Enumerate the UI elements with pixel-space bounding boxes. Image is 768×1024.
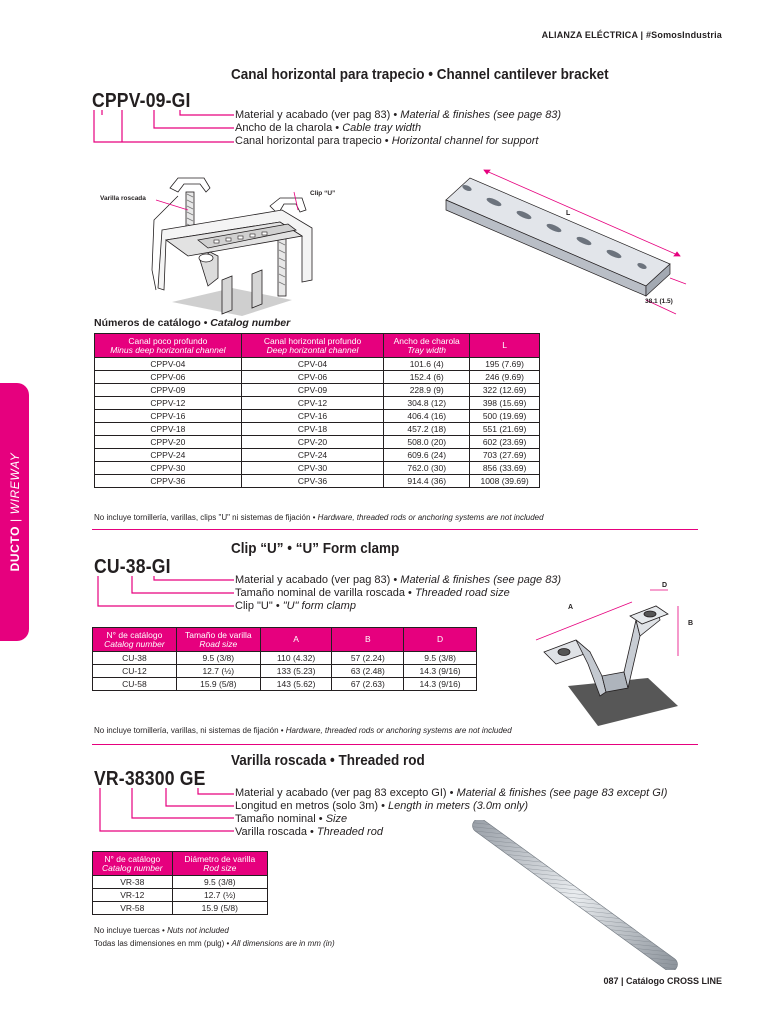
column-header: Ancho de charola Tray width [384, 334, 470, 358]
table-row [95, 475, 540, 488]
table-cell: 9.5 (3/8) [404, 652, 477, 665]
table-cell: 246 (9.69) [470, 371, 540, 384]
table-cell: 57 (2.24) [332, 652, 404, 665]
table-cell: CPV-16 [241, 410, 384, 423]
table-cell: CPPV-30 [95, 462, 242, 475]
table-cell: 457.2 (18) [384, 423, 470, 436]
desc-line: Material y acabado (ver pag 83) • Material & finishes (see page 83) [235, 109, 562, 121]
table-cell: CPPV-16 [95, 410, 242, 423]
table-cell: VR-12 [93, 889, 173, 902]
table-cell: CPV-18 [241, 423, 384, 436]
table-cell: CPV-20 [241, 436, 384, 449]
note-nuts: No incluye tuercas • Nuts not included [94, 926, 229, 935]
table-cell: CPPV-12 [95, 397, 242, 410]
desc-line: Varilla roscada • Threaded rod [235, 826, 383, 838]
side-tab-label: DUCTO | WIREWAY [7, 452, 22, 572]
table-cell: 762.0 (30) [384, 462, 470, 475]
table-cell: 508.0 (20) [384, 436, 470, 449]
table-cell: 398 (15.69) [470, 397, 540, 410]
table-cell: CU-58 [93, 678, 177, 691]
table-cell: VR-58 [93, 902, 173, 915]
catalog-table-threaded-rod [92, 851, 268, 915]
catalog-table-channel [94, 333, 540, 488]
code-breakdown-lines [94, 574, 244, 614]
table-cell: CPPV-20 [95, 436, 242, 449]
table-row [95, 462, 540, 475]
table-cell: 856 (33.69) [470, 462, 540, 475]
code-breakdown-lines [94, 786, 244, 840]
footnote-channel: No incluye tornillería, varillas, clips "U" ni sistemas de fijación • Hardware, threaded rods or anchoring systems are not included [94, 513, 544, 522]
footer-page-label: 087 | Catálogo CROSS LINE [603, 976, 722, 986]
u-clamp-illustration [528, 576, 698, 736]
table-cell: 609.6 (24) [384, 449, 470, 462]
table-cell: 63 (2.48) [332, 665, 404, 678]
table-cell: 14.3 (9/16) [404, 678, 477, 691]
table-row [95, 423, 540, 436]
desc-line: Ancho de la charola • Cable tray width [235, 122, 422, 134]
table-cell: CPPV-06 [95, 371, 242, 384]
table-cell: 12.7 (½) [172, 889, 267, 902]
table-row [93, 876, 268, 889]
table-row [95, 384, 540, 397]
table-row [93, 665, 477, 678]
table-cell: 602 (23.69) [470, 436, 540, 449]
column-header: Canal poco profundo Minus deep horizontal channel [95, 334, 242, 358]
table-cell: 195 (7.69) [470, 358, 540, 371]
table-cell: CPPV-09 [95, 384, 242, 397]
table-row [95, 397, 540, 410]
table-cell: CPPV-18 [95, 423, 242, 436]
table-cell: CPPV-04 [95, 358, 242, 371]
desc-line: Canal horizontal para trapecio • Horizontal channel for support [235, 135, 539, 147]
section-title-threaded-rod: Varilla roscada • Threaded rod [231, 752, 425, 769]
table-cell: 304.8 (12) [384, 397, 470, 410]
figure-label-length: L [566, 210, 571, 217]
column-header: Diámetro de varilla Rod size [172, 852, 267, 876]
assembly-illustration [92, 170, 318, 320]
table-cell: 15.9 (5/8) [172, 902, 267, 915]
column-header: L [470, 334, 540, 358]
table-cell: CPV-04 [241, 358, 384, 371]
table-cell: 67 (2.63) [332, 678, 404, 691]
code-breakdown-lines [92, 108, 242, 148]
table-cell: 500 (19.69) [470, 410, 540, 423]
table-cell: 15.9 (5/8) [176, 678, 260, 691]
table-cell: 152.4 (6) [384, 371, 470, 384]
table-cell: 322 (12.69) [470, 384, 540, 397]
table-cell: 101.6 (4) [384, 358, 470, 371]
table-row [93, 889, 268, 902]
desc-line: Tamaño nominal de varilla roscada • Threaded road size [235, 587, 510, 599]
column-header: D [404, 628, 477, 652]
table-cell: 110 (4.32) [260, 652, 332, 665]
table-cell: 228.9 (9) [384, 384, 470, 397]
table-cell: 1008 (39.69) [470, 475, 540, 488]
channel-illustration [430, 160, 700, 320]
product-code-cppv: CPPV-09-GI [92, 90, 191, 112]
table-cell: 914.4 (36) [384, 475, 470, 488]
table-row [95, 410, 540, 423]
table-cell: CPV-06 [241, 371, 384, 384]
column-header: A [260, 628, 332, 652]
table-cell: 9.5 (3/8) [172, 876, 267, 889]
table-row [95, 436, 540, 449]
threaded-rod-illustration [470, 820, 680, 970]
table-cell: 551 (21.69) [470, 423, 540, 436]
column-header: N° de catálogo Catalog number [93, 852, 173, 876]
header-brand: ALIANZA ELÉCTRICA | #SomosIndustria [541, 30, 722, 40]
section-divider [92, 529, 698, 530]
table-row [95, 371, 540, 384]
table-cell: 133 (5.23) [260, 665, 332, 678]
figure-label-threaded-rod: Varilla roscada [100, 195, 146, 202]
table-cell: CPV-24 [241, 449, 384, 462]
catalog-number-heading: Números de catálogo • Catalog number [94, 317, 291, 329]
table-cell: VR-38 [93, 876, 173, 889]
product-code-vr: VR-38300 GE [94, 768, 206, 790]
desc-line: Clip "U" • "U" form clamp [235, 600, 356, 612]
figure-label-d: D [662, 582, 668, 589]
desc-line: Material y acabado (ver pag 83 excepto GI) • Material & finishes (see page 83 except GI) [235, 787, 668, 799]
table-cell: 12.7 (½) [176, 665, 260, 678]
table-cell: CPV-12 [241, 397, 384, 410]
column-header: N° de catálogo Catalog number [93, 628, 177, 652]
column-header: B [332, 628, 404, 652]
section-title-u-clamp: Clip “U” • “U” Form clamp [231, 540, 400, 557]
desc-line: Tamaño nominal • Size [235, 813, 348, 825]
product-code-cu: CU-38-GI [94, 556, 171, 578]
table-row [93, 678, 477, 691]
section-title-channel: Canal horizontal para trapecio • Channel cantilever bracket [231, 66, 609, 83]
side-tab [0, 383, 29, 641]
table-cell: 9.5 (3/8) [176, 652, 260, 665]
column-header: Canal horizontal profundo Deep horizontal channel [241, 334, 384, 358]
figure-label-channel-height: 38.1 (1.5) [645, 298, 673, 305]
table-cell: CPPV-24 [95, 449, 242, 462]
table-cell: CPV-09 [241, 384, 384, 397]
table-row [95, 358, 540, 371]
table-cell: CPV-30 [241, 462, 384, 475]
figure-label-a: A [568, 604, 574, 611]
table-row [95, 449, 540, 462]
table-row [93, 652, 477, 665]
catalog-table-u-clamp [92, 627, 477, 691]
table-cell: 143 (5.62) [260, 678, 332, 691]
desc-line: Longitud en metros (solo 3m) • Length in meters (3.0m only) [235, 800, 529, 812]
table-cell: CPV-36 [241, 475, 384, 488]
table-cell: 406.4 (16) [384, 410, 470, 423]
section-divider [92, 744, 698, 745]
column-header: Tamaño de varilla Road size [176, 628, 260, 652]
note-dimensions: Todas las dimensiones en mm (pulg) • All dimensions are in mm (in) [94, 939, 335, 948]
table-row [93, 902, 268, 915]
table-cell: CU-38 [93, 652, 177, 665]
desc-line: Material y acabado (ver pag 83) • Material & finishes (see page 83) [235, 574, 562, 586]
table-cell: CPPV-36 [95, 475, 242, 488]
figure-label-u-clip: Clip “U” [310, 190, 336, 197]
table-cell: CU-12 [93, 665, 177, 678]
table-cell: 14.3 (9/16) [404, 665, 477, 678]
figure-label-b: B [688, 620, 694, 627]
table-cell: 703 (27.69) [470, 449, 540, 462]
footnote-u-clamp: No incluye tornillería, varillas, ni sistemas de fijación • Hardware, threaded rods or anchoring systems are not included [94, 726, 512, 735]
